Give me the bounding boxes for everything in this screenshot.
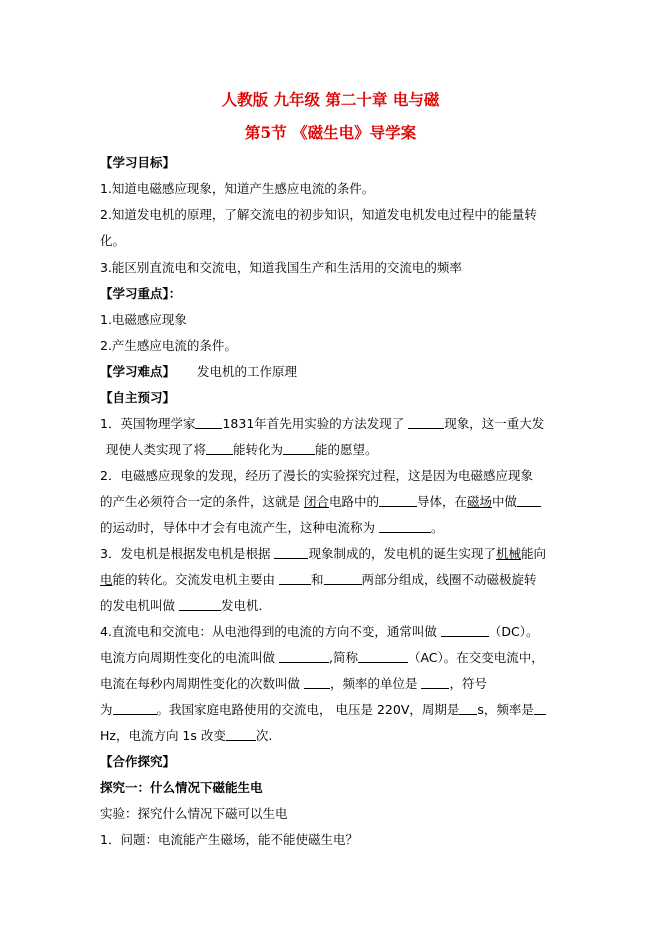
preview-2b: 的产生必须符合一定的条件，这就是 闭合电路中的 导体，在磁场中做: [100, 494, 541, 510]
key-point-1: 1.电磁感应现象: [100, 312, 187, 327]
preview-4d: 为 。我国家庭电路使用的交流电， 电压是 220V，周期是 s，频率是: [100, 702, 546, 718]
blank-field[interactable]: [459, 702, 477, 715]
preview-3b: 电能的转化。交流发电机主要由 和 两部分组成，线圈不动磁极旋转: [100, 572, 537, 587]
experiment-text: 实验：探究什么情况下磁可以生电: [100, 806, 288, 821]
preview-4b: 电流方向周期性变化的电流叫做 ,简称 （AC）。在交变电流中，: [100, 650, 544, 665]
heading-difficulty: 【学习难点】: [100, 364, 176, 379]
question-1: 1．问题：电流能产生磁场，能不能使磁生电？: [100, 832, 358, 847]
blank-field[interactable]: [226, 728, 256, 741]
blank-field[interactable]: [379, 494, 417, 507]
blank-field[interactable]: [324, 572, 362, 585]
blank-field[interactable]: [379, 520, 431, 533]
blank-field[interactable]: [534, 702, 546, 715]
heading-cooperation: 【合作探究】: [100, 754, 176, 769]
goal-1: 1.知道电磁感应现象，知道产生感应电流的条件。: [100, 181, 375, 196]
preview-3c: 的发电机叫做 发电机．: [100, 598, 271, 613]
goal-2a: 2.知道发电机的原理，了解交流电的初步知识，知道发电机发电过程中的能量转: [100, 207, 537, 222]
blank-field[interactable]: [195, 416, 222, 429]
blank-field[interactable]: [358, 650, 408, 663]
blank-field[interactable]: [113, 702, 157, 715]
blank-field[interactable]: [304, 676, 330, 689]
preview-4c: 电流在每秒内周期性变化的次数叫做 ，频率的单位是 ，符号: [100, 676, 487, 691]
blank-field[interactable]: [279, 650, 329, 663]
blank-field[interactable]: [279, 572, 311, 585]
preview-4a: 4.直流电和交流电：从电池得到的电流的方向不变，通常叫做 （DC）。: [100, 624, 539, 639]
difficulty-row: [100, 364, 297, 380]
preview-1a: 1．英国物理学家 1831年首先用实验的方法发现了 现象，这一重大发: [100, 416, 545, 431]
blank-field[interactable]: [408, 416, 444, 429]
preview-3a: 3．发电机是根据发电机是根据 现象制成的，发电机的诞生实现了机械能向: [100, 546, 546, 561]
key-point-2: 2.产生感应电流的条件。: [100, 338, 237, 353]
blank-field[interactable]: [274, 546, 308, 559]
doc-title: 人教版 九年级 第二十章 电与磁: [221, 90, 440, 109]
preview-2a: 2．电磁感应现象的发现，经历了漫长的实验探究过程，这是因为电磁感应现象: [100, 468, 533, 483]
heading-goals: 【学习目标】: [100, 155, 176, 170]
preview-1b: 现使人类实现了将 能转化为 能的愿望。: [106, 442, 378, 457]
blank-field[interactable]: [179, 598, 221, 611]
preview-4e: Hz，电流方向 1s 改变 次.: [100, 728, 273, 743]
preview-2c: 的运动时，导体中才会有电流产生，这种电流称为 。: [100, 520, 444, 535]
heading-key-points: 【学习重点】：: [100, 286, 182, 301]
doc-subtitle: 第5节 《磁生电》导学案: [244, 123, 417, 142]
blank-field[interactable]: [206, 442, 233, 455]
blank-field[interactable]: [283, 442, 315, 455]
blank-field[interactable]: [421, 676, 449, 689]
difficulty-text: 发电机的工作原理: [197, 364, 298, 379]
blank-field[interactable]: [441, 624, 489, 637]
exploration-1-title: 探究一：什么情况下磁能生电: [100, 780, 263, 795]
blank-field[interactable]: [517, 494, 541, 507]
goal-3: 3.能区别直流电和交流电，知道我国生产和生活用的交流电的频率: [100, 260, 462, 275]
heading-preview: 【自主预习】: [100, 390, 176, 405]
goal-2b: 化。: [100, 233, 126, 248]
